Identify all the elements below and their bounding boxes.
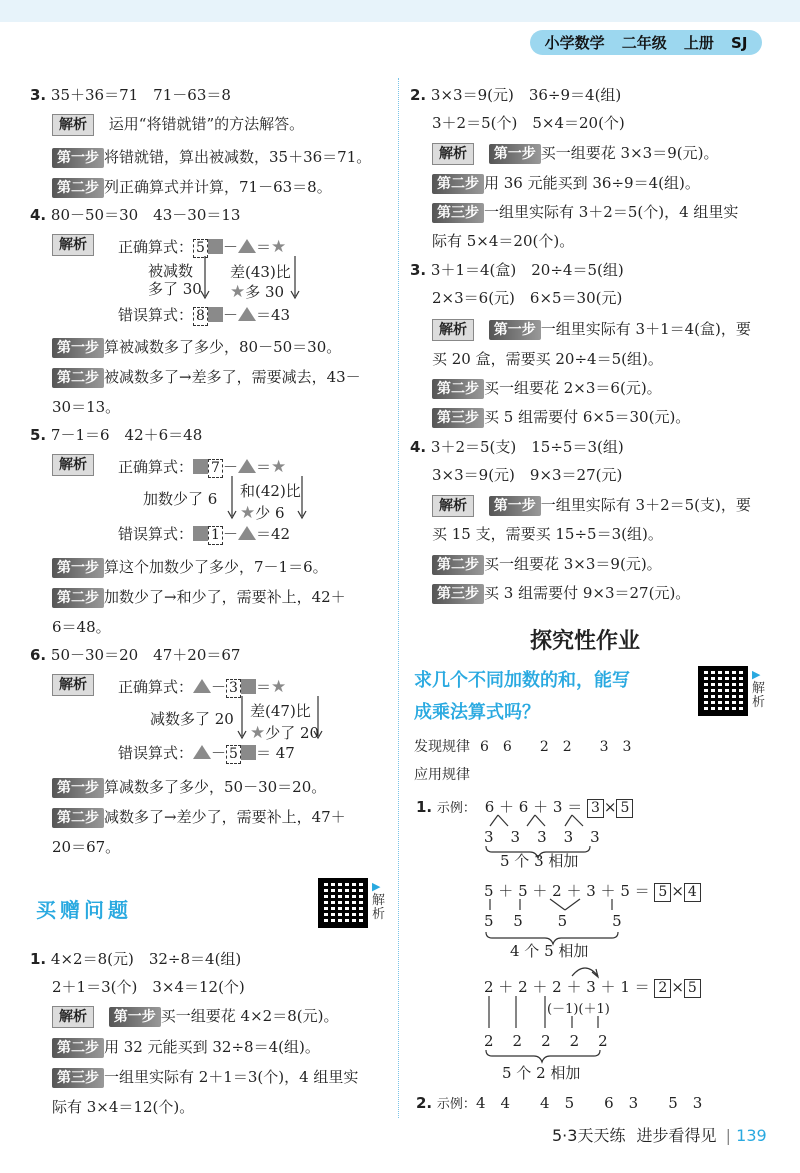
step-tag: 第二步 [52,368,104,388]
q5-wrong-formula: 错误算式： 1 － ＝42 [118,525,291,543]
step-tag: 第二步 [432,379,484,399]
step-tag: 第一步 [52,558,104,578]
qr-label-text: 解析 [372,893,386,922]
digit-box: 8 [193,307,208,326]
analysis-tag: 解析 [52,234,94,256]
question-number: 6. [30,646,47,664]
ex2-equation: 5 ＋ 5 ＋ 2 ＋ 3 ＋ 5 ＝ 5 × 4 [484,880,701,902]
step-tag: 第三步 [432,584,484,604]
digit-box: 5 [193,239,208,258]
step-text: 加数少了→和少了，需要补上，42＋ [104,588,346,606]
q6-correct-formula: 正确算式： － 3 ＝★ [118,677,287,697]
ex2-split-row: 5 5 5 5 [484,912,622,930]
note-line: 少 6 [255,504,285,522]
example-sum: 6 ＋ 6 ＋ 3 ＝ [484,798,583,816]
q5-correct-formula: 正确算式： 7 － ＝★ [118,457,287,477]
play-icon: ▶ [372,880,381,893]
continuation: 30＝13。 [52,398,121,416]
correct-label: 正确算式： [118,238,194,256]
q5-left-note: 加数少了 6 [143,490,218,508]
right-q3-line2: 2×3＝6(元) 6×5＝30(元) [432,289,623,307]
answer-equation: 3＋2＝5(支) 15÷5＝3(组) [430,438,624,456]
digit-box: 7 [208,459,223,478]
continuation: 买 20 盒，需要买 20÷4＝5(组)。 [432,350,663,368]
step-text: 用 36 元能买到 36÷9＝4(组)。 [484,174,700,192]
answer-equation: 3＋1＝4(盒) 20÷4＝5(组) [430,261,624,279]
step-tag: 第一步 [52,148,104,168]
step-tag: 第二步 [432,174,484,194]
step-text: 买一组要花 3×3＝9(元)。 [484,555,662,573]
question-number: 5. [30,426,47,444]
analysis-intro: 运用“将错就错”的方法解答。 [108,115,305,133]
step-tag: 第一步 [52,338,104,358]
step-tag: 第一步 [489,144,541,164]
example-sum: 5 ＋ 5 ＋ 2 ＋ 3 ＋ 5 ＝ [484,882,650,900]
answer-equation: 80－50＝30 43－30＝13 [50,206,241,224]
star-shape: ★ [230,282,246,302]
answer-equation: 4×2＝8(元) 32÷8＝4(组) [50,950,242,968]
question-number: 4. [410,438,427,456]
right-q2-line2: 3＋2＝5(个) 5×4＝20(个) [432,114,625,132]
digit-box: 1 [208,526,223,545]
answer-box: 2 [654,979,671,998]
answer-equation: 3×3＝9(元) 36÷9＝4(组) [430,86,622,104]
continuation: 6＝48。 [52,618,111,636]
digit-box: 5 [226,745,241,764]
left-s1-line2: 2＋1＝3(个) 3×4＝12(个) [52,978,245,996]
step-tag: 第一步 [489,320,541,340]
example-values: 4 4 4 5 6 3 5 3 [475,1094,703,1112]
analysis-tag: 解析 [52,454,94,476]
page-footer [552,1123,767,1146]
star-shape: ★ [270,457,287,477]
ex2-brace-label: 4 个 5 相加 [510,942,589,960]
step-tag: 第三步 [432,408,484,428]
page-number: 139 [736,1126,767,1145]
answer-box: 5 [616,799,633,818]
section-title-inquiry: 探究性作业 [530,629,641,654]
analysis-tag: 解析 [432,495,474,517]
rule-label: 发现规律 [414,739,470,755]
question-number: 3. [410,261,427,279]
continuation: 20＝67。 [52,838,121,856]
analysis-tag: 解析 [52,114,94,136]
star-shape: ★ [270,237,287,257]
question-number: 3. [30,86,47,104]
ex3-brace-label: 5 个 2 相加 [502,1064,581,1082]
step-tag: 第二步 [52,808,104,828]
step-text: 将错就错，算出被减数，35＋36＝71。 [104,148,372,166]
star-shape: ★ [270,677,287,697]
continuation: 际有 5×4＝20(个)。 [432,232,575,250]
step-tag: 第一步 [489,496,541,516]
edition-label: SJ [731,33,748,52]
wrong-tail: ＝42 [255,525,291,543]
wrong-label: 错误算式： [118,525,194,543]
analysis-tag: 解析 [52,1006,94,1028]
step-text: 一组里实际有 3＋1＝4(盒)，要 [540,320,751,338]
step-text: 买一组要花 3×3＝9(元)。 [540,144,719,162]
rule-values: 6 6 2 2 3 3 [480,739,632,755]
answer-equation: 50－30＝20 47＋20＝67 [50,646,241,664]
step-text: 一组里实际有 3＋2＝5(支)，要 [540,496,751,514]
qr-label-text: 解析 [752,681,766,710]
step-tag: 第二步 [52,178,104,198]
footer-brand: 5·3天天练 [552,1126,626,1145]
step-text: 用 32 元能买到 32÷8＝4(组)。 [104,1038,320,1056]
footer-slogan: 进步看得见 [636,1126,717,1145]
answer-equation: 7－1＝6 42＋6＝48 [50,426,203,444]
continuation: 际有 3×4＝12(个)。 [52,1098,195,1116]
question-number: 1. [416,798,433,816]
step-text: 一组里实际有 3＋2＝5(个)，4 组里实 [484,203,739,221]
step-tag: 第三步 [432,203,484,223]
step-tag: 第二步 [52,1038,104,1058]
note-line: 差(43)比 [230,263,291,281]
volume-label: 上册 [683,34,714,52]
note-line: 少了 20 [265,724,320,742]
step-text: 买 3 组需要付 9×3＝27(元)。 [484,584,691,602]
correct-label: 正确算式： [118,678,194,696]
answer-box: 3 [587,799,604,818]
footer-separator: | [725,1126,732,1145]
step-tag: 第一步 [109,1007,161,1027]
subject-label: 小学数学 [544,34,605,52]
inquiry-question-line1: 求几个不同加数的和，能写 [414,670,630,691]
question-number: 4. [30,206,47,224]
q4-wrong-formula: 错误算式： 8 － ＝43 [118,306,291,324]
answer-box: 5 [684,979,701,998]
analysis-tag: 解析 [52,674,94,696]
note-line: 多 30 [245,283,285,301]
answer-box: 4 [684,883,701,902]
step-text: 买一组要花 4×2＝8(元)。 [160,1007,339,1025]
grade-label: 二年级 [621,34,667,52]
ex1-split-row: 3 3 3 3 3 [484,828,601,846]
step-tag: 第二步 [432,555,484,575]
analysis-tag: 解析 [432,143,474,165]
example-sum: 2 ＋ 2 ＋ 2 ＋ 3 ＋ 1 ＝ [484,978,650,996]
section-title-gift: 买赠问题 [36,898,132,922]
ex1-equation: 1. 示例： 6 ＋ 6 ＋ 3 ＝ 3 × 5 [416,796,633,818]
note-line: 差(47)比 [250,702,311,720]
apply-rule-label: 应用规律 [414,767,470,783]
right-q4-line2: 3×3＝9(元) 9×3＝27(元) [432,466,623,484]
question-number: 2. [416,1094,433,1112]
step-tag: 第三步 [52,1068,104,1088]
step-tag: 第一步 [52,778,104,798]
example-prefix: 示例： [436,801,476,816]
q6-wrong-formula: 错误算式： － 5 ＝ 47 [118,744,295,762]
step-text: 算减数多了多少，50－30＝20。 [104,778,327,796]
analysis-tag: 解析 [432,319,474,341]
step-text: 买一组要花 2×3＝6(元)。 [484,379,662,397]
step-text: 一组里实际有 2＋1＝3(个)，4 组里实 [104,1068,359,1086]
ex3-equation: 2 ＋ 2 ＋ 2 ＋ 3 ＋ 1 ＝ 2 × 5 [484,976,701,998]
star-shape: ★ [250,723,266,743]
ex3-result-row: 2 2 2 2 2 [484,1032,610,1050]
step-text: 减数多了→差少了，需要补上，47＋ [104,808,346,826]
wrong-label: 错误算式： [118,744,194,762]
digit-box: 3 [226,679,241,698]
q4-correct-formula: 正确算式： 5 － ＝★ [118,237,287,257]
ex1-brace-label: 5 个 3 相加 [500,852,579,870]
step-text: 被减数多了→差多了，需要减去，43－ [104,368,361,386]
play-icon: ▶ [752,668,761,681]
example-prefix: 示例： [436,1097,476,1112]
step-text: 买 5 组需要付 6×5＝30(元)。 [484,408,691,426]
step-text: 列正确算式并计算，71－63＝8。 [104,178,332,196]
inquiry-question-line2: 成乘法算式吗？ [414,702,540,723]
star-shape: ★ [240,503,256,523]
step-tag: 第二步 [52,588,104,608]
question-number: 1. [30,950,47,968]
answer-box: 5 [654,883,671,902]
wrong-tail: ＝43 [255,306,291,324]
wrong-label: 错误算式： [118,306,194,324]
wrong-tail: ＝ 47 [255,744,295,762]
ex3-adjust-note: (－1)(＋1) [547,1002,610,1017]
continuation: 买 15 支，需要买 15÷5＝3(组)。 [432,525,663,543]
note-line: 被减数 [148,262,194,280]
step-text: 算被减数多了多少，80－50＝30。 [104,338,342,356]
step-text: 算这个加数少了多少，7－1＝6。 [104,558,328,576]
correct-label: 正确算式： [118,458,194,476]
answer-equation: 35＋36＝71 71－63＝8 [50,86,231,104]
note-line: 多了 30 [148,280,202,298]
q6-left-note: 减数多了 20 [150,710,234,728]
note-line: 和(42)比 [240,482,301,500]
question-number: 2. [410,86,427,104]
